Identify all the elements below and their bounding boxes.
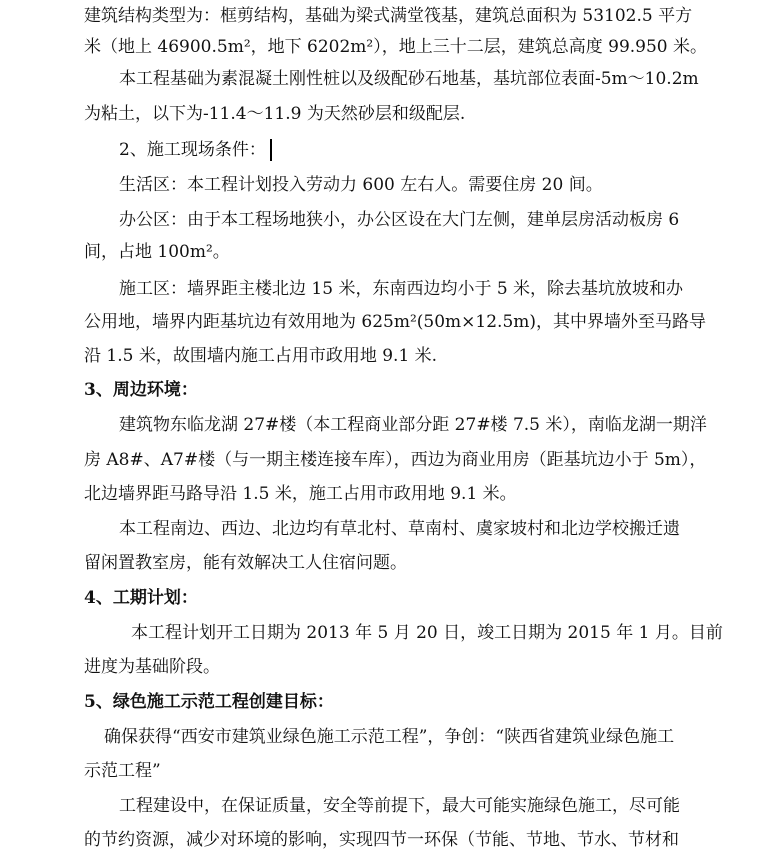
section-heading: 5、绿色施工示范工程创建目标： [84,692,334,712]
text-cursor [270,139,272,161]
section-heading: 4、工期计划： [84,588,198,608]
text-line: 的节约资源，减少对环境的影响，实现四节一环保（节能、节地、节水、节材和 [84,830,679,850]
text-line: 建筑结构类型为：框剪结构，基础为梁式满堂筏基，建筑总面积为 53102.5 平方 [84,6,693,26]
text-line: 本工程计划开工日期为 2013 年 5 月 20 日，竣工日期为 2015 年 1 月。目前 [131,623,723,643]
section-heading: 3、周边环境： [84,380,198,400]
text-line: 确保获得“西安市建筑业绿色施工示范工程”，争创：“陕西省建筑业绿色施工 [104,727,675,747]
text-line: 建筑物东临龙湖 27#楼（本工程商业部分距 27#楼 7.5 米），南临龙湖一期洋 [119,415,707,435]
text-line: 本工程南边、西边、北边均有草北村、草南村、虞家坡村和北边学校搬迁遗 [119,519,680,539]
text-line: 北边墙界距马路导沿 1.5 米，施工占用市政用地 9.1 米。 [84,484,517,504]
section-subheading [0,139,780,161]
text-line: 生活区：本工程计划投入劳动力 600 左右人。需要住房 20 间。 [119,175,603,195]
text-line: 房 A8#、A7#楼（与一期主楼连接车库），西边为商业用房（距基坑边小于 5m）， [84,450,707,470]
text-line: 公用地，墙界内距基坑边有效用地为 625m²(50m×12.5m)，其中界墙外至马路导 [84,312,707,332]
text-line: 施工区：墙界距主楼北边 15 米，东南西边均小于 5 米，除去基坑放坡和办 [119,279,684,299]
text-line: 间，占地 100m²。 [84,242,230,262]
subheading-text: 2、施工现场条件： [119,140,266,160]
text-line: 本工程基础为素混凝土刚性桩以及级配砂石地基，基坑部位表面-5m～10.2m [119,69,699,89]
text-line: 工程建设中，在保证质量，安全等前提下，最大可能实施绿色施工，尽可能 [119,796,680,816]
text-line: 示范工程” [84,761,161,781]
text-line: 米（地上 46900.5m²，地下 6202m²），地上三十二层，建筑总高度 99.950 米。 [84,37,708,57]
text-line: 为粘土，以下为-11.4～11.9 为天然砂层和级配层. [84,104,466,124]
text-line: 留闲置教室房，能有效解决工人住宿问题。 [84,553,407,573]
text-line: 办公区：由于本工程场地狭小，办公区设在大门左侧，建单层房活动板房 6 [119,210,680,230]
text-line: 进度为基础阶段。 [84,657,220,677]
text-line: 沿 1.5 米，故围墙内施工占用市政用地 9.1 米. [84,346,438,366]
